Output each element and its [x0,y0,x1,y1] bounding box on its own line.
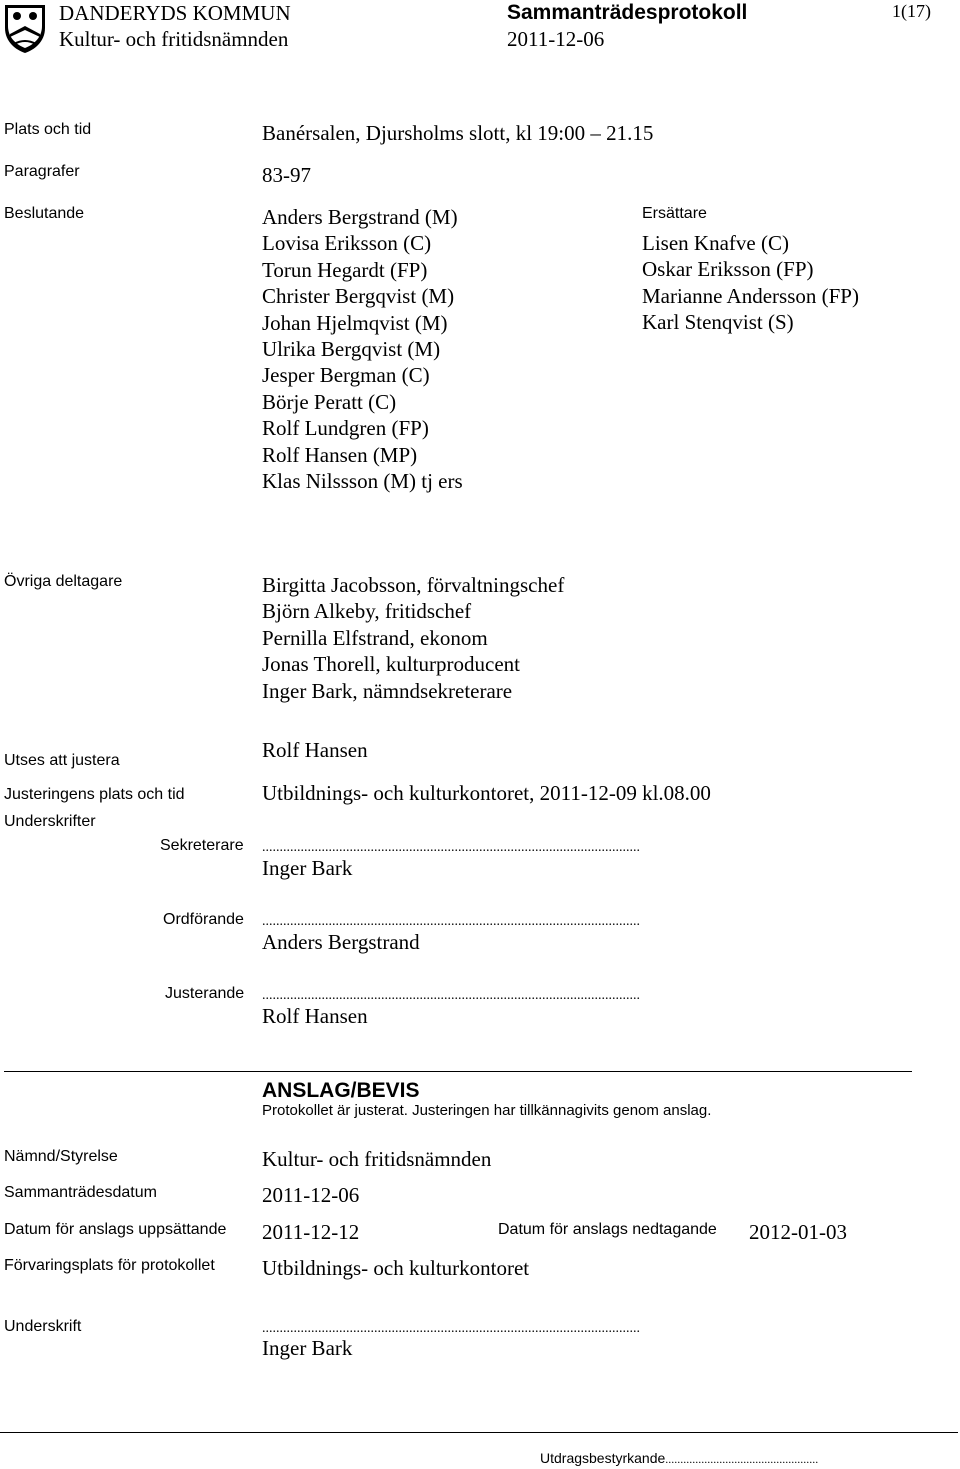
justerande-label: Justerande [165,985,245,1002]
ovriga-label: Övriga deltagare [4,573,123,590]
signature-line: ............................................................................................................ [262,988,640,1003]
namnd-value: Kultur- och fritidsnämnden [262,1147,492,1171]
ersattare-list [642,230,859,336]
plats-label: Plats och tid [4,121,92,138]
list-item: Torun Hegardt (FP) [262,257,428,282]
list-item: Björn Alkeby, fritidschef [262,599,472,624]
list-item: Lisen Knafve (C) [642,231,789,255]
utdrag-dots: ................................................... [665,1452,819,1466]
anslag-title: ANSLAG/BEVIS [262,1079,420,1102]
footer-divider [0,1432,958,1433]
list-item: Klas Nilssson (M) tj ers [262,469,463,494]
ordforande-name: Anders Bergstrand [262,930,420,954]
forvaring-value: Utbildnings- och kulturkontoret [262,1256,530,1280]
signature-line: ............................................................................................................ [262,840,640,855]
section-divider [4,1071,912,1072]
utses-value: Rolf Hansen [262,738,368,762]
namnd-label: Nämnd/Styrelse [4,1148,118,1165]
list-item: Pernilla Elfstrand, ekonom [262,625,488,650]
list-item: Marianne Andersson (FP) [642,283,859,308]
utdrag-text: Utdragsbestyrkande [540,1450,666,1466]
underskrift-label: Underskrift [4,1318,82,1335]
uppsattande-value: 2011-12-12 [262,1220,360,1244]
list-item: Birgitta Jacobsson, förvaltningschef [262,573,565,597]
justerande-name: Rolf Hansen [262,1004,368,1028]
document-title: Sammanträdesprotokoll [507,1,748,24]
ersattare-label: Ersättare [642,205,707,222]
list-item: Karl Stenqvist (S) [642,310,794,335]
justeringens-label: Justeringens plats och tid [4,786,185,803]
ordforande-label: Ordförande [163,911,244,928]
datum-value: 2011-12-06 [262,1183,360,1207]
sekreterare-name: Inger Bark [262,856,353,880]
list-item: Anders Bergstrand (M) [262,205,458,229]
utdrag-label [540,1450,818,1467]
coat-of-arms-icon [4,4,46,54]
beslutande-label: Beslutande [4,205,85,222]
underskrifter-label: Underskrifter [4,813,96,830]
list-item: Inger Bark, nämndsekreterare [262,678,513,703]
paragrafer-value: 83-97 [262,163,311,187]
list-item: Rolf Lundgren (FP) [262,416,429,441]
uppsattande-label: Datum för anslags uppsättande [4,1221,227,1238]
list-item: Börje Peratt (C) [262,389,397,414]
nedtagande-value: 2012-01-03 [749,1220,847,1244]
anslag-subtitle: Protokollet är justerat. Justeringen har tillkännagivits genom anslag. [262,1102,712,1119]
sekreterare-label: Sekreterare [160,837,244,854]
list-item: Jonas Thorell, kulturproducent [262,652,520,677]
list-item: Jesper Bergman (C) [262,363,430,388]
nedtagande-label: Datum för anslags nedtagande [498,1221,717,1238]
underskrift-name: Inger Bark [262,1336,353,1360]
page-number: 1(17) [892,1,931,21]
list-item: Johan Hjelmqvist (M) [262,310,448,335]
utses-label: Utses att justera [4,752,120,769]
signature-line: ............................................................................................................ [262,1321,640,1336]
paragrafer-label: Paragrafer [4,163,80,180]
justeringens-value: Utbildnings- och kulturkontoret, 2011-12-09 kl.08.00 [262,781,711,805]
list-item: Rolf Hansen (MP) [262,442,418,467]
beslutande-list [262,204,463,494]
list-item: Ulrika Bergqvist (M) [262,337,441,362]
ovriga-list [262,572,564,704]
meeting-date: 2011-12-06 [507,27,605,51]
list-item: Christer Bergqvist (M) [262,284,455,309]
list-item: Oskar Eriksson (FP) [642,257,814,282]
plats-value: Banérsalen, Djursholms slott, kl 19:00 – 21.15 [262,121,654,145]
datum-label: Sammanträdesdatum [4,1184,157,1201]
signature-line: ............................................................................................................ [262,914,640,929]
list-item: Lovisa Eriksson (C) [262,231,432,256]
forvaring-label: Förvaringsplats för protokollet [4,1257,215,1274]
municipality-name: DANDERYDS KOMMUN [59,1,291,25]
committee-name: Kultur- och fritidsnämnden [59,27,289,51]
